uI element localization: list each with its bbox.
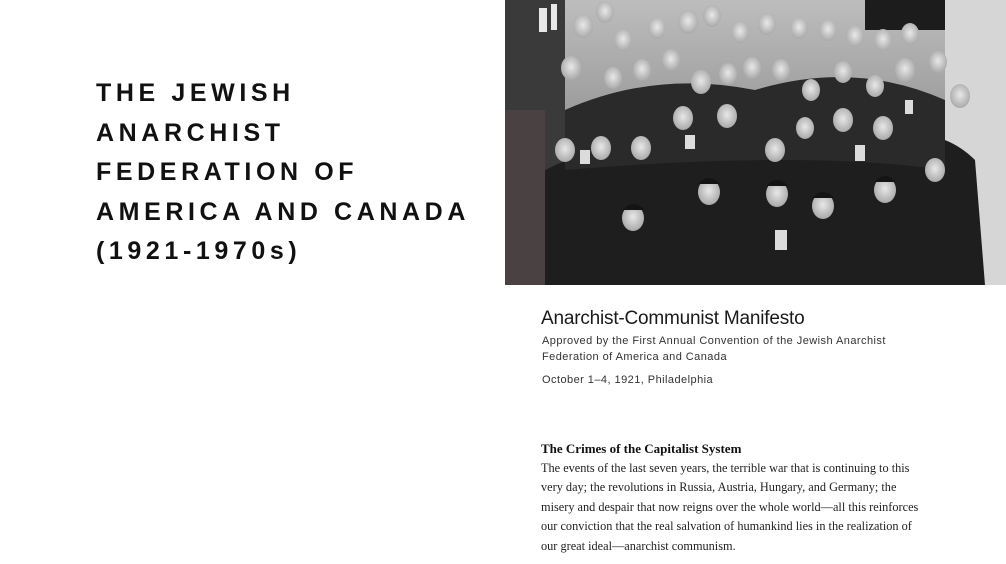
- group-photo: [505, 0, 1006, 285]
- manifesto-subtitle-line: Federation of America and Canada: [542, 351, 728, 363]
- body-line: misery and despair that now reigns over the whole world—all this reinforces: [541, 499, 919, 514]
- page-title: [96, 74, 496, 272]
- title-line: (1921-1970s): [96, 237, 302, 265]
- body-line: very day; the revolutions in Russia, Austria, Hungary, and Germany; the: [541, 480, 897, 495]
- group-photo-image: [505, 0, 1006, 285]
- manifesto-subtitle-line: Approved by the First Annual Convention of the Jewish Anarchist: [542, 335, 886, 347]
- section-body: [541, 459, 981, 556]
- body-line: our great ideal—anarchist communism.: [541, 538, 736, 553]
- title-line: FEDERATION OF: [96, 158, 359, 186]
- title-line: ANARCHIST: [96, 118, 285, 147]
- title-line: THE JEWISH: [96, 79, 295, 107]
- manifesto-subtitle: [542, 333, 962, 365]
- body-line: our conviction that the real salvation of humankind lies in the realization of: [541, 519, 912, 534]
- body-line: The events of the last seven years, the terrible war that is continuing to this: [541, 461, 910, 475]
- manifesto-date: October 1–4, 1921, Philadelphia: [542, 374, 714, 386]
- manifesto-title: Anarchist-Communist Manifesto: [541, 308, 805, 329]
- title-line: AMERICA AND CANADA: [96, 197, 470, 226]
- section-heading: The Crimes of the Capitalist System: [541, 441, 742, 456]
